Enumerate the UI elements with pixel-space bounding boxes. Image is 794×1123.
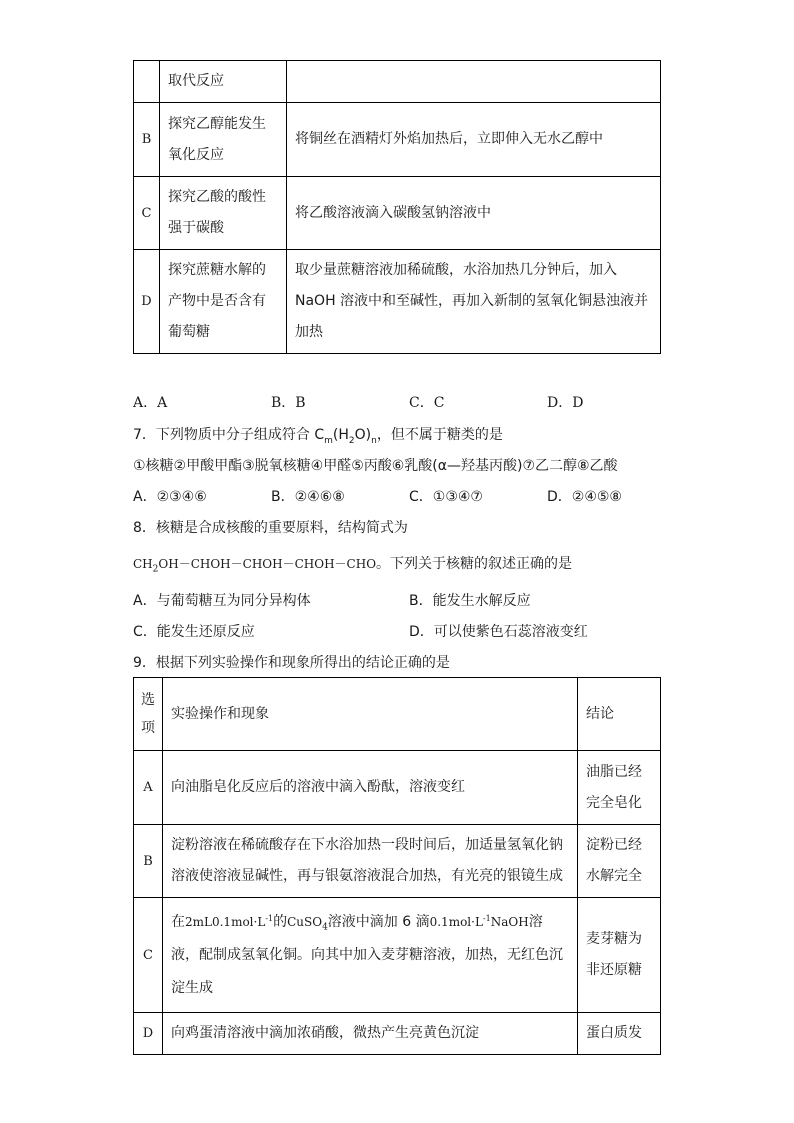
q6-option-c[interactable]: C．C <box>409 395 445 411</box>
q8-option-b[interactable]: B．能发生水解反应 <box>409 593 531 609</box>
q8-formula-line: $CH_2OH-CHOH-CHOH-CHOH-CHO$。下列关于核糖的叙述正确的是 <box>133 556 573 575</box>
q6-option-a[interactable]: A．A <box>133 395 168 411</box>
row-label: B <box>134 825 163 898</box>
row-purpose: 探究乙酸的酸性强于碳酸 <box>160 177 287 250</box>
table-row <box>134 825 661 898</box>
q7-items: ①核糖②甲酸甲酯③脱氧核糖④甲醛⑤丙酸⑥乳酸(α—羟基丙酸)⑦乙二醇⑧乙酸 <box>133 458 618 474</box>
row-label: A <box>134 751 163 825</box>
row-conclusion: 蛋白质发 <box>578 1013 661 1055</box>
row-purpose: 探究蔗糖水解的产物中是否含有葡萄糖 <box>160 250 287 354</box>
experiment-table-q9 <box>133 677 661 1055</box>
q8-option-a[interactable]: A．与葡萄糖互为同分异构体 <box>133 593 311 609</box>
row-label: C <box>134 898 163 1013</box>
row-label: D <box>134 250 160 354</box>
table-row <box>134 103 661 177</box>
table-row <box>134 1013 661 1055</box>
q6-option-d[interactable]: D．D <box>547 395 584 411</box>
row-label <box>134 61 160 103</box>
row-operation: 将乙酸溶液滴入碳酸氢钠溶液中 <box>287 177 661 250</box>
row-conclusion: 麦芽糖为非还原糖 <box>578 898 661 1013</box>
q8-option-d[interactable]: D．可以使紫色石蕊溶液变红 <box>409 624 588 640</box>
row-label: C <box>134 177 160 250</box>
table-row <box>134 250 661 354</box>
table-row <box>134 751 661 825</box>
row-operation: 向鸡蛋清溶液中滴加浓硝酸，微热产生亮黄色沉淀 <box>163 1013 578 1055</box>
q9-stem: 9．根据下列实验操作和现象所得出的结论正确的是 <box>133 655 450 671</box>
header-conclusion: 结论 <box>578 678 661 751</box>
q8-formula: $CH_2OH-CHOH-CHOH-CHOH-CHO$ <box>133 557 377 575</box>
row-operation <box>287 61 661 103</box>
row-conclusion: 淀粉已经水解完全 <box>578 825 661 898</box>
table-row <box>134 177 661 250</box>
q7-option-b[interactable]: B．②④⑥⑧ <box>271 489 345 505</box>
row-label: B <box>134 103 160 177</box>
q7-option-c[interactable]: C．①③④⑦ <box>409 489 483 505</box>
q7-option-d[interactable]: D．②④⑤⑧ <box>547 489 622 505</box>
q7-stem: 7．下列物质中分子组成符合 $C_m(H_2O)_n$，但不属于糖类的是 <box>133 427 503 446</box>
row-purpose: 探究乙醇能发生氧化反应 <box>160 103 287 177</box>
experiment-table-q6 <box>133 60 661 354</box>
header-label: 选项 <box>134 678 163 751</box>
row-operation: 取少量蔗糖溶液加稀硫酸，水浴加热几分钟后，加入NaOH 溶液中和至碱性，再加入新制的氢氧化铜悬浊液并加热 <box>287 250 661 354</box>
row-operation: 淀粉溶液在稀硫酸存在下水浴加热一段时间后，加适量氢氧化钠溶液使溶液显碱性，再与银氨溶液混合加热，有光亮的银镜生成 <box>163 825 578 898</box>
row-operation: 在$2mL0.1mol\cdot L^{-1}$的CuSO$_4$溶液中滴加 6 滴$0.1mol\cdot L^{-1}NaOH$溶液，配制成氢氧化铜。向其中加入麦芽糖溶液，加热，无红色沉淀生成 <box>163 898 578 1013</box>
row-operation: 将铜丝在酒精灯外焰加热后，立即伸入无水乙醇中 <box>287 103 661 177</box>
header-operation: 实验操作和现象 <box>163 678 578 751</box>
table-row <box>134 61 661 103</box>
table-row <box>134 898 661 1013</box>
q7-option-a[interactable]: A．②③④⑥ <box>133 489 207 505</box>
q8-option-c[interactable]: C．能发生还原反应 <box>133 624 255 640</box>
q8-stem: 8．核糖是合成核酸的重要原料，结构简式为 <box>133 520 408 536</box>
q6-option-b[interactable]: B．B <box>271 395 306 411</box>
row-purpose: 取代反应 <box>160 61 287 103</box>
row-label: D <box>134 1013 163 1055</box>
table-header-row <box>134 678 661 751</box>
row-conclusion: 油脂已经完全皂化 <box>578 751 661 825</box>
row-operation: 向油脂皂化反应后的溶液中滴入酚酞，溶液变红 <box>163 751 578 825</box>
